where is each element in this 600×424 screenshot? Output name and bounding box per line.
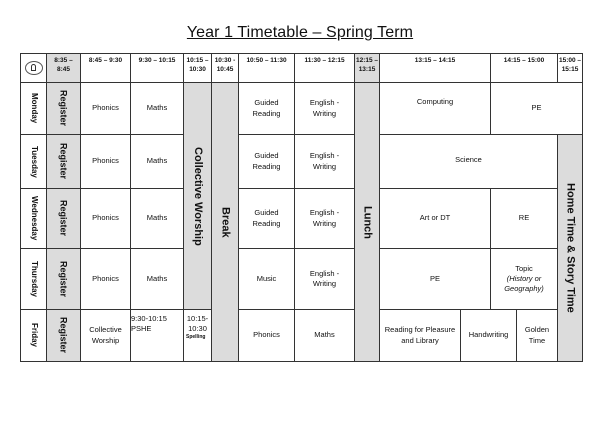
topic-title: Topic	[515, 263, 533, 273]
lesson-cell: Phonics	[81, 189, 131, 249]
header-time: 12:15 – 13:15	[355, 54, 380, 83]
lesson-cell: PE	[491, 83, 582, 135]
lesson-cell: English - Writing	[295, 83, 355, 135]
collective-worship-label: Collective Worship	[191, 146, 204, 246]
lesson-cell: Maths	[131, 83, 184, 135]
lesson-cell: Phonics	[239, 310, 295, 361]
topic-subtitle: (History or Geography)	[504, 273, 544, 294]
lesson-cell: Phonics	[81, 249, 131, 310]
lesson-cell: Reading for Pleasure and Library	[380, 310, 461, 361]
lesson-cell: English - Writing	[295, 135, 355, 189]
pshe-time: 9:30-10:15	[131, 314, 167, 323]
lesson-cell-topic	[491, 249, 558, 310]
day-label: Tuesday	[21, 135, 47, 189]
lesson-cell: PE	[380, 249, 491, 310]
header-time: 11:30 – 12:15	[295, 54, 355, 83]
lesson-cell: Handwriting	[461, 310, 517, 361]
break-label: Break	[219, 206, 232, 238]
register-cell: Register	[47, 83, 81, 135]
lesson-cell: Collective Worship	[81, 310, 131, 361]
header-register-time: 8:35 – 8:45	[47, 54, 81, 83]
spelling-label: Spelling	[186, 334, 206, 341]
page-title: Year 1 Timetable – Spring Term	[186, 24, 414, 41]
register-cell: Register	[47, 249, 81, 310]
logo-cell	[21, 54, 47, 83]
day-label: Wednesday	[21, 189, 47, 249]
lesson-cell: Maths	[295, 310, 355, 361]
header-time: 14:15 – 15:00	[491, 54, 558, 83]
lesson-cell: Music	[239, 249, 295, 310]
lesson-cell: Golden Time	[517, 310, 558, 361]
lesson-cell: Phonics	[81, 135, 131, 189]
lunch-label: Lunch	[361, 205, 374, 239]
register-cell: Register	[47, 310, 81, 361]
break-block	[212, 83, 239, 361]
lesson-cell: Guided Reading	[239, 135, 295, 189]
lesson-cell: Maths	[131, 249, 184, 310]
header-time: 13:15 – 14:15	[380, 54, 491, 83]
header-time: 15:00 – 15:15	[558, 54, 582, 83]
home-time-block	[558, 135, 582, 361]
lesson-cell: RE	[491, 189, 558, 249]
school-logo-icon	[25, 61, 43, 75]
lesson-cell-pshe	[131, 310, 184, 361]
pshe-label: PSHE	[131, 324, 152, 334]
lesson-cell: Guided Reading	[239, 189, 295, 249]
timetable-grid	[20, 53, 583, 362]
lesson-cell: English - Writing	[295, 249, 355, 310]
lesson-cell: Guided Reading	[239, 83, 295, 135]
register-cell: Register	[47, 135, 81, 189]
lesson-cell: Maths	[131, 189, 184, 249]
lesson-cell: Computing	[380, 83, 491, 135]
register-cell: Register	[47, 189, 81, 249]
lesson-cell: English - Writing	[295, 189, 355, 249]
day-label: Monday	[21, 83, 47, 135]
header-time: 8:45 – 9:30	[81, 54, 131, 83]
lunch-block	[355, 83, 380, 361]
spelling-time: 10:15-10:30	[186, 314, 209, 334]
day-label: Thursday	[21, 249, 47, 310]
home-time-label: Home Time & Story Time	[564, 183, 577, 313]
lesson-cell-spelling	[184, 310, 212, 361]
lesson-cell: Art or DT	[380, 189, 491, 249]
header-time: 10:50 – 11:30	[239, 54, 295, 83]
lesson-cell: Phonics	[81, 83, 131, 135]
collective-worship-block	[184, 83, 212, 310]
header-time: 10:15 – 10:30	[184, 54, 212, 83]
lesson-cell: Science	[380, 135, 558, 189]
day-label: Friday	[21, 310, 47, 361]
lesson-cell: Maths	[131, 135, 184, 189]
header-time: 10:30 - 10:45	[212, 54, 239, 83]
header-time: 9:30 – 10:15	[131, 54, 184, 83]
